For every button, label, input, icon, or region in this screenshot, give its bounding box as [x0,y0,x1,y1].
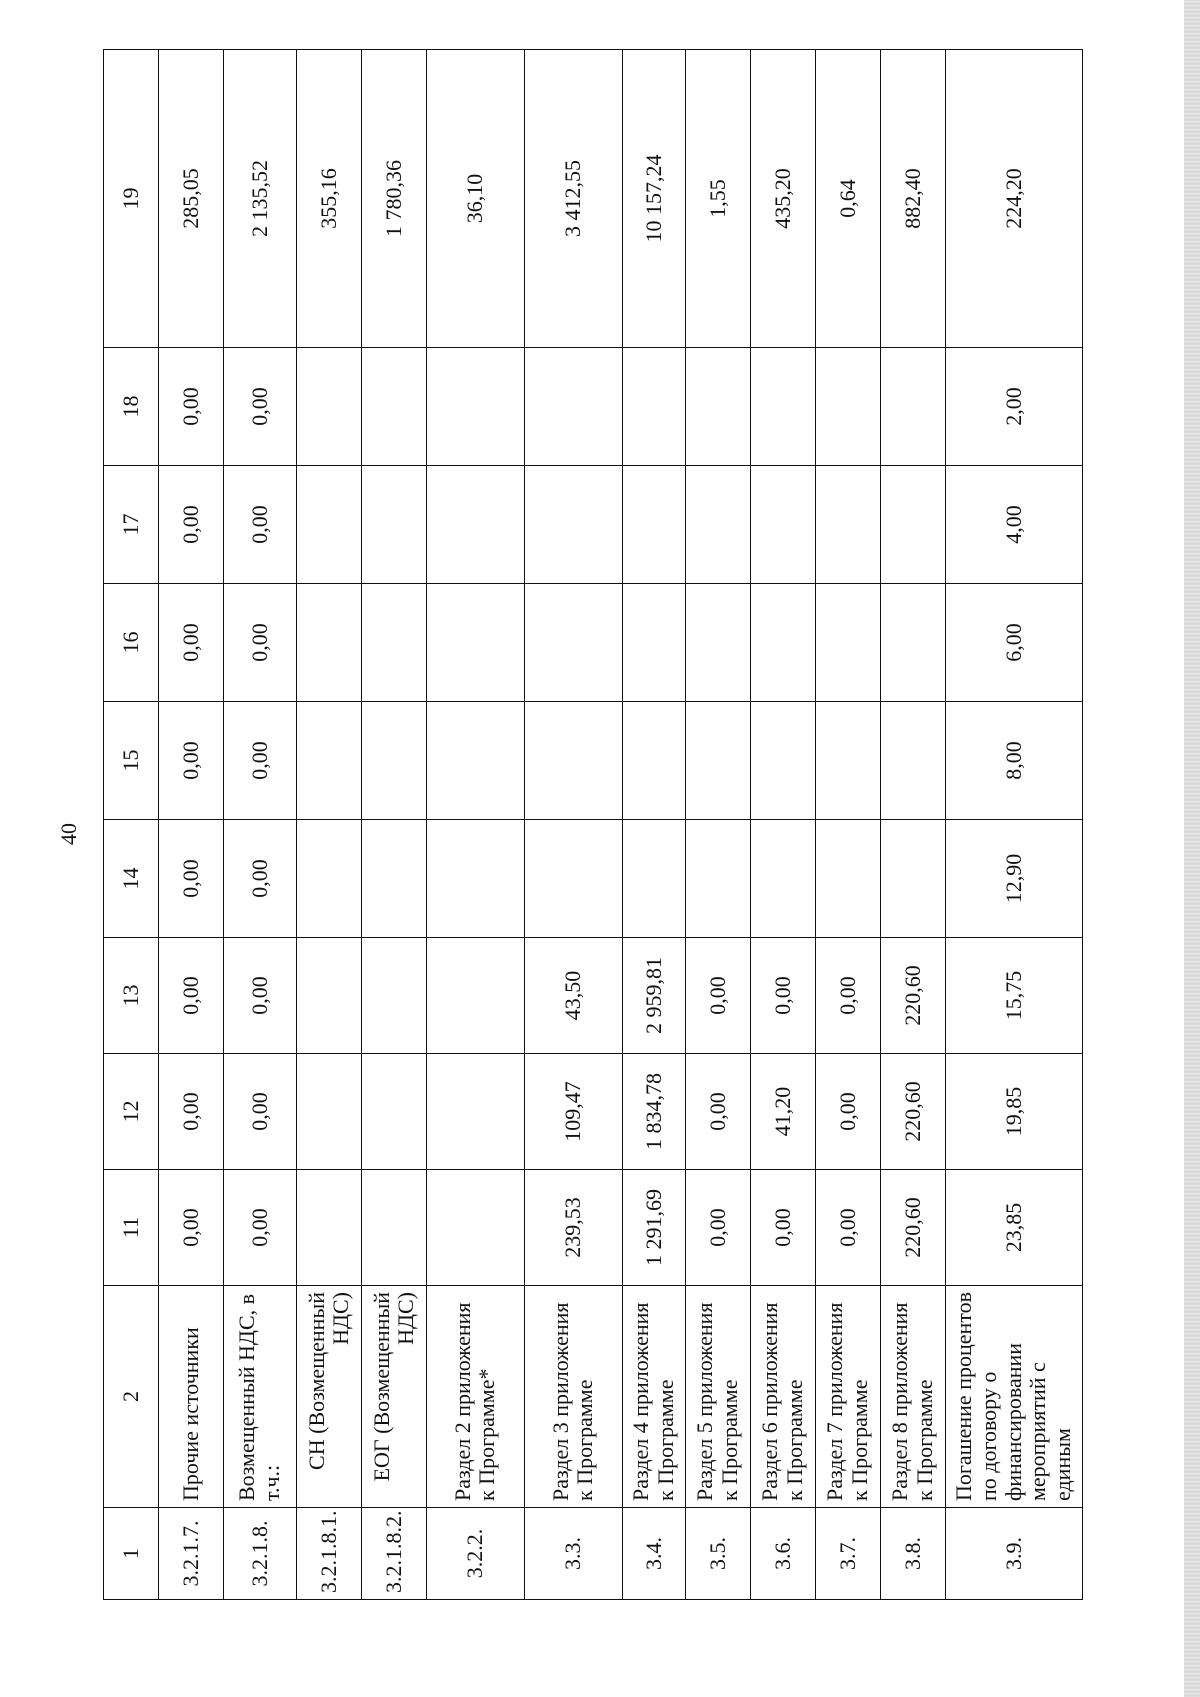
header-cell: 16 [104,584,159,702]
value-cell: 2,00 [945,348,1082,466]
value-cell [750,466,815,584]
value-cell [297,1054,362,1170]
value-cell: 0,00 [750,938,815,1054]
value-cell [880,466,945,584]
row-name-cell: Раздел 4 приложения к Программе [623,1286,686,1508]
row-number-cell: 3.9. [945,1508,1082,1600]
value-cell: 23,85 [945,1170,1082,1286]
value-cell [362,584,427,702]
value-cell [815,702,880,820]
value-cell: 220,60 [880,1170,945,1286]
value-cell: 12,90 [945,820,1082,938]
header-cell: 2 [104,1286,159,1508]
table-row [427,50,524,1600]
value-cell [623,820,686,938]
value-cell [685,348,750,466]
table-row [223,50,296,1600]
value-cell [362,702,427,820]
value-cell: 43,50 [524,938,622,1054]
header-cell: 13 [104,938,159,1054]
row-name-cell: Раздел 8 приложения к Программе [880,1286,945,1508]
header-cell: 11 [104,1170,159,1286]
value-cell: 1,55 [685,50,750,348]
row-name-cell: Возмещенный НДС, в т.ч.: [223,1286,296,1508]
value-cell: 0,00 [159,348,224,466]
value-cell: 0,00 [159,938,224,1054]
value-cell [427,1054,524,1170]
value-cell [297,938,362,1054]
row-number-cell: 3.4. [623,1508,686,1600]
value-cell: 19,85 [945,1054,1082,1170]
value-cell: 2 959,81 [623,938,686,1054]
row-name-cell: Погашение процентов по договору о финансировании мероприятий с единым [945,1286,1082,1508]
value-cell: 0,00 [815,1054,880,1170]
value-cell: 109,47 [524,1054,622,1170]
value-cell [427,348,524,466]
value-cell: 220,60 [880,938,945,1054]
value-cell: 220,60 [880,1054,945,1170]
value-cell: 0,00 [223,938,296,1054]
page-number: 40 [56,823,81,845]
value-cell: 1 834,78 [623,1054,686,1170]
table-row [945,50,1082,1600]
value-cell: 41,20 [750,1054,815,1170]
row-number-cell: 3.7. [815,1508,880,1600]
value-cell: 239,53 [524,1170,622,1286]
value-cell: 0,00 [159,702,224,820]
value-cell [362,1054,427,1170]
value-cell: 882,40 [880,50,945,348]
value-cell [427,1170,524,1286]
value-cell: 0,00 [815,1170,880,1286]
table-row [880,50,945,1600]
value-cell [815,820,880,938]
value-cell: 0,64 [815,50,880,348]
scan-edge [1184,0,1200,1697]
financial-table [103,49,1083,1600]
value-cell [362,348,427,466]
value-cell [524,702,622,820]
value-cell: 0,00 [223,1054,296,1170]
table-row [524,50,622,1600]
value-cell: 1 780,36 [362,50,427,348]
value-cell: 0,00 [685,1170,750,1286]
table-row [750,50,815,1600]
value-cell: 15,75 [945,938,1082,1054]
value-cell: 0,00 [159,584,224,702]
table-row [623,50,686,1600]
value-cell: 224,20 [945,50,1082,348]
row-number-cell: 3.3. [524,1508,622,1600]
value-cell [623,348,686,466]
value-cell [427,938,524,1054]
value-cell [750,348,815,466]
financial-table-wrapper [103,50,1083,1600]
value-cell: 435,20 [750,50,815,348]
value-cell: 0,00 [223,1170,296,1286]
row-number-cell: 3.6. [750,1508,815,1600]
header-cell: 14 [104,820,159,938]
value-cell [623,702,686,820]
value-cell: 2 135,52 [223,50,296,348]
value-cell [297,820,362,938]
row-number-cell: 3.2.1.8. [223,1508,296,1600]
value-cell: 4,00 [945,466,1082,584]
value-cell [297,702,362,820]
row-number-cell: 3.2.1.8.1. [297,1508,362,1600]
row-name-cell: Раздел 3 приложения к Программе [524,1286,622,1508]
table-row [815,50,880,1600]
value-cell [297,584,362,702]
value-cell [685,466,750,584]
value-cell [623,466,686,584]
value-cell [815,348,880,466]
value-cell [623,584,686,702]
value-cell: 0,00 [750,1170,815,1286]
value-cell: 0,00 [159,1170,224,1286]
value-cell: 0,00 [159,820,224,938]
value-cell: 0,00 [223,466,296,584]
value-cell [685,820,750,938]
value-cell [427,702,524,820]
value-cell: 8,00 [945,702,1082,820]
value-cell [427,820,524,938]
value-cell: 0,00 [223,348,296,466]
value-cell [524,820,622,938]
value-cell: 1 291,69 [623,1170,686,1286]
value-cell [685,584,750,702]
value-cell [750,584,815,702]
value-cell [362,1170,427,1286]
value-cell [750,702,815,820]
value-cell [880,820,945,938]
value-cell [362,466,427,584]
row-number-cell: 3.2.1.7. [159,1508,224,1600]
row-name-cell: Раздел 7 приложения к Программе [815,1286,880,1508]
row-number-cell: 3.8. [880,1508,945,1600]
row-name-cell: Раздел 2 приложения к Программе* [427,1286,524,1508]
value-cell [297,466,362,584]
value-cell: 0,00 [159,1054,224,1170]
table-row [159,50,224,1600]
row-name-cell: Прочие источники [159,1286,224,1508]
value-cell [297,1170,362,1286]
value-cell: 6,00 [945,584,1082,702]
header-row [104,50,159,1600]
table-body [159,50,1083,1600]
value-cell: 0,00 [159,466,224,584]
row-number-cell: 3.2.1.8.2. [362,1508,427,1600]
value-cell [685,702,750,820]
value-cell [880,584,945,702]
value-cell [427,466,524,584]
value-cell [524,466,622,584]
value-cell: 3 412,55 [524,50,622,348]
header-cell: 1 [104,1508,159,1600]
row-name-cell: ЕОГ (Возмещенный НДС) [362,1286,427,1508]
row-number-cell: 3.5. [685,1508,750,1600]
value-cell: 10 157,24 [623,50,686,348]
value-cell: 355,16 [297,50,362,348]
row-name-cell: Раздел 6 приложения к Программе [750,1286,815,1508]
table-row [362,50,427,1600]
value-cell [815,584,880,702]
value-cell: 0,00 [685,1054,750,1170]
value-cell: 0,00 [223,584,296,702]
value-cell [815,466,880,584]
value-cell [362,938,427,1054]
value-cell [880,702,945,820]
value-cell: 0,00 [815,938,880,1054]
header-cell: 15 [104,702,159,820]
row-number-cell: 3.2.2. [427,1508,524,1600]
value-cell: 0,00 [685,938,750,1054]
value-cell [297,348,362,466]
value-cell [524,584,622,702]
table-row [685,50,750,1600]
value-cell [362,820,427,938]
row-name-cell: Раздел 5 приложения к Программе [685,1286,750,1508]
value-cell [880,348,945,466]
value-cell [750,820,815,938]
table-row [297,50,362,1600]
value-cell: 36,10 [427,50,524,348]
header-cell: 12 [104,1054,159,1170]
value-cell [427,584,524,702]
row-name-cell: СН (Возмещенный НДС) [297,1286,362,1508]
value-cell: 0,00 [223,820,296,938]
value-cell: 0,00 [223,702,296,820]
header-cell: 19 [104,50,159,348]
header-cell: 18 [104,348,159,466]
value-cell [524,348,622,466]
value-cell: 285,05 [159,50,224,348]
header-cell: 17 [104,466,159,584]
